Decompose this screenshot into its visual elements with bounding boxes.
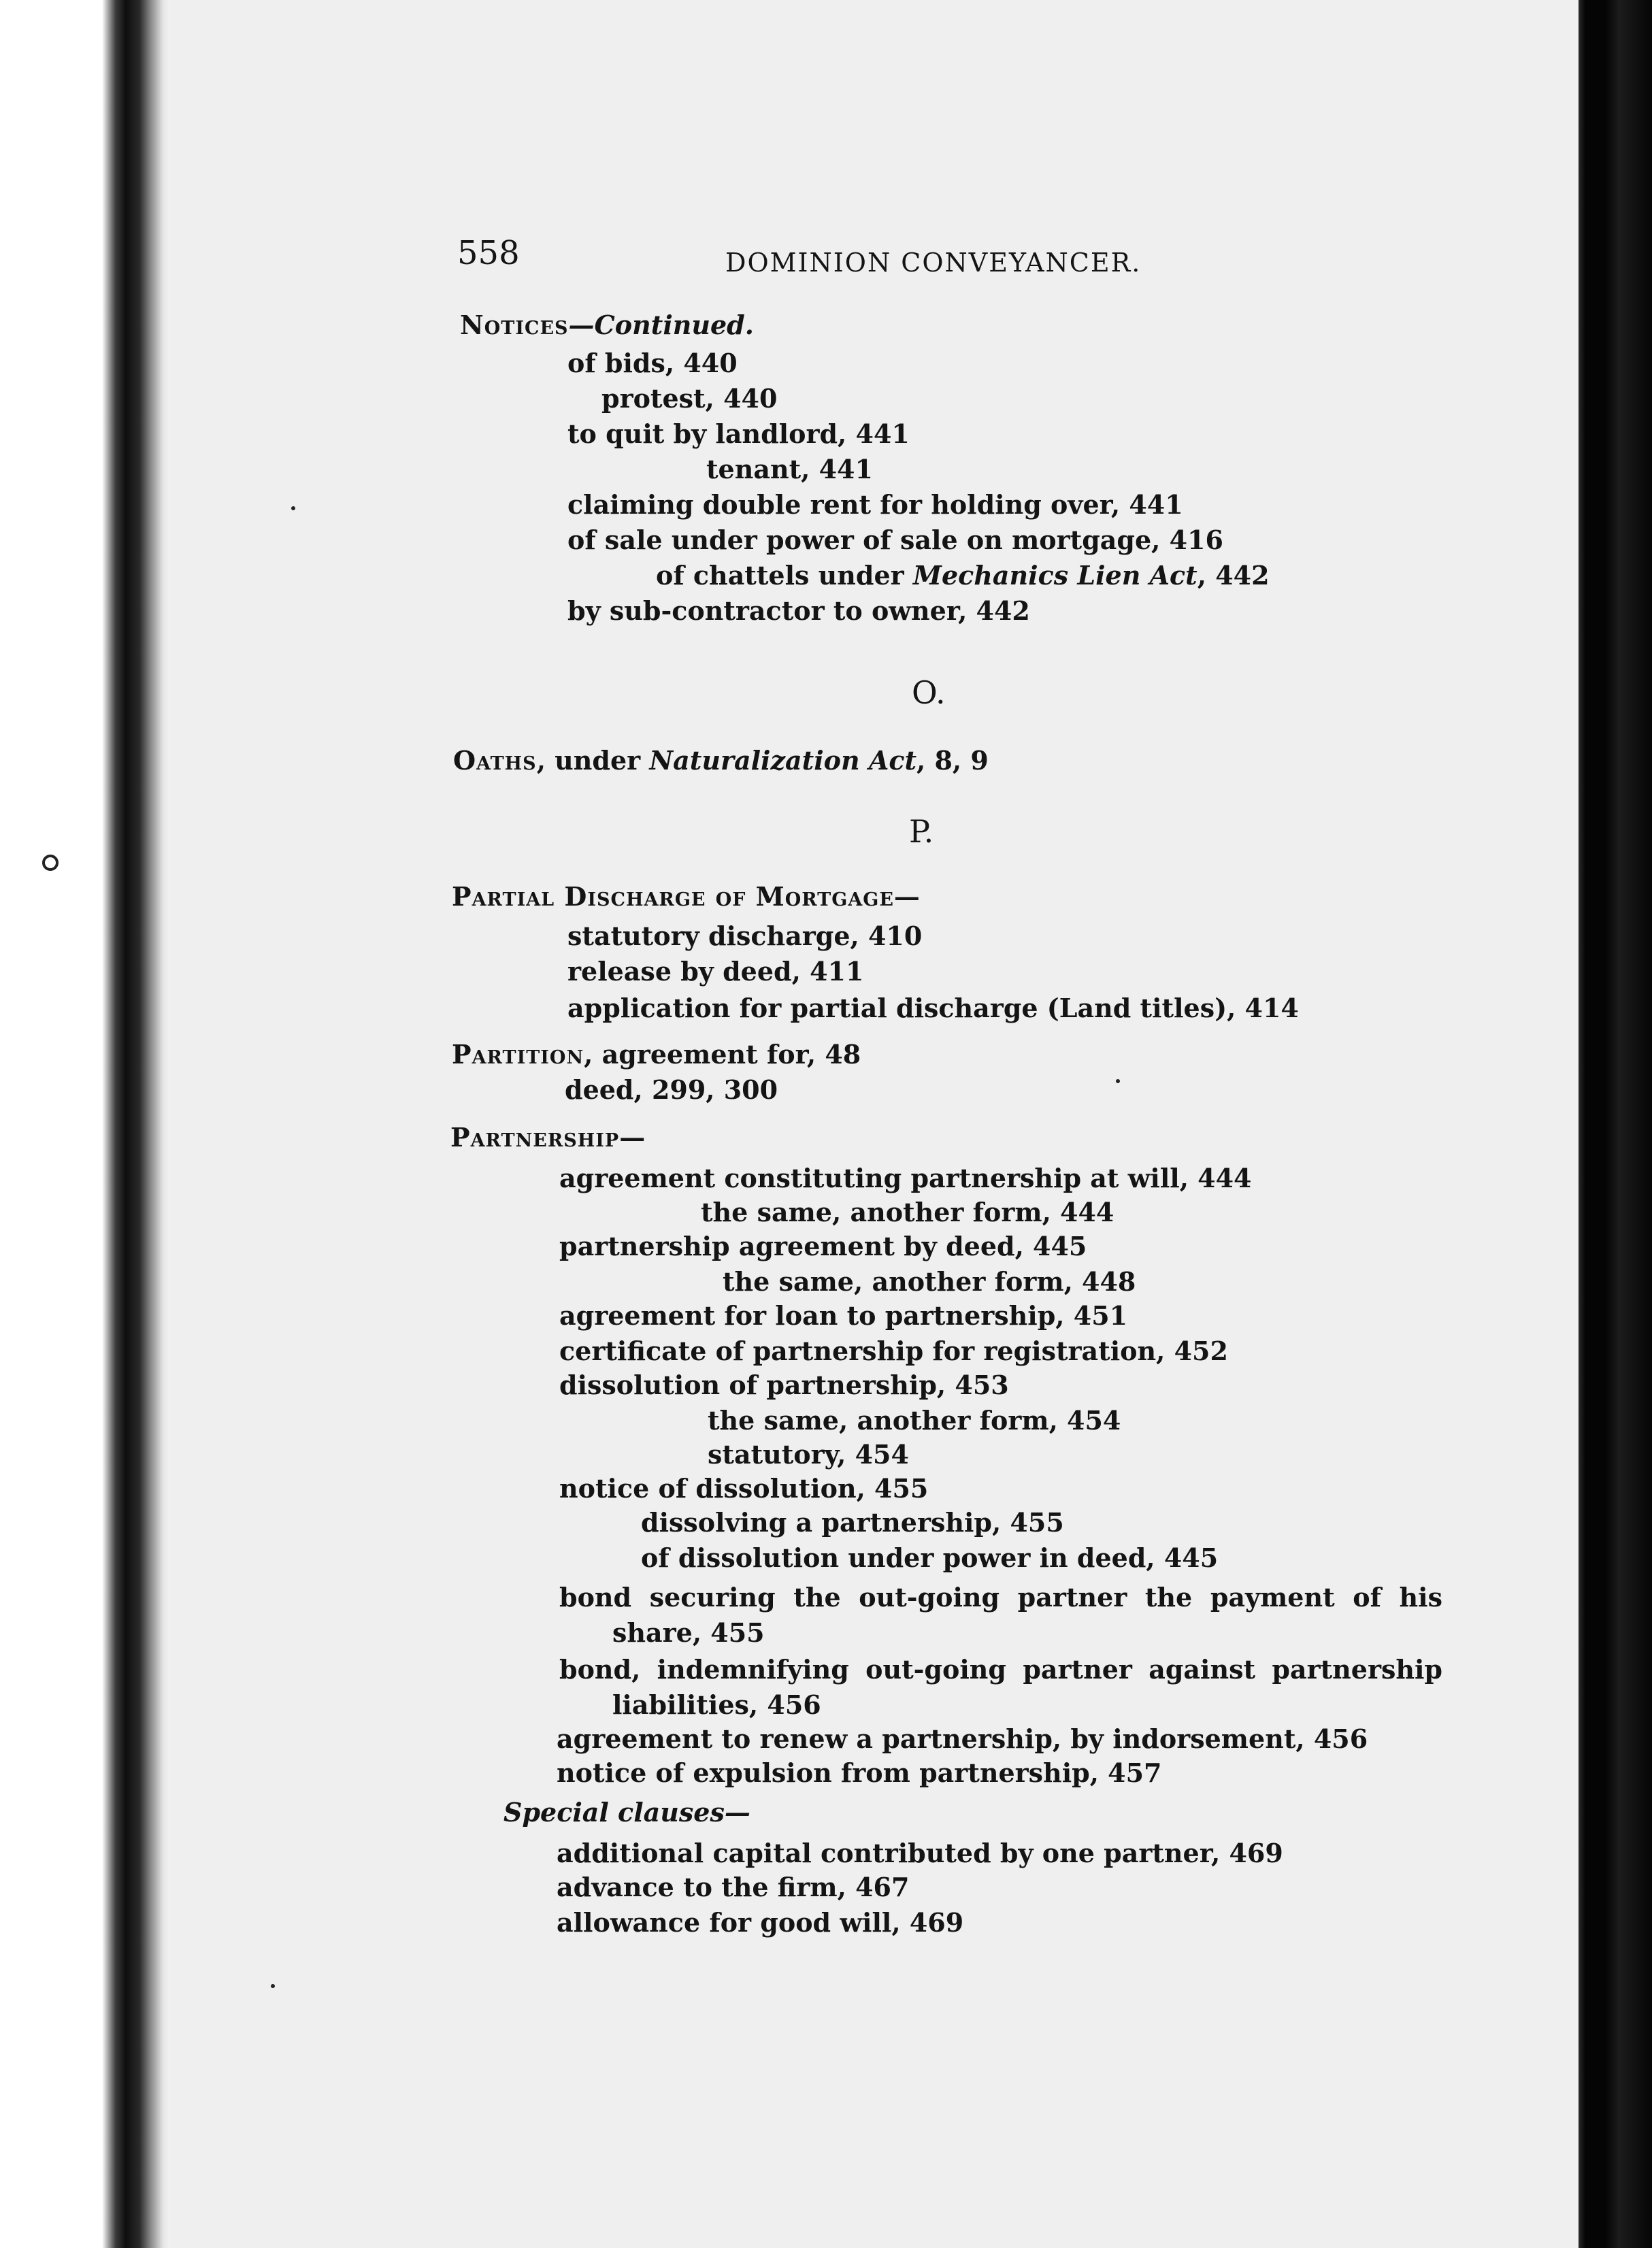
scan-speck <box>42 855 59 871</box>
index-entry: deed, 299, 300 <box>565 1074 778 1105</box>
act-title: Mechanics Lien Act <box>912 560 1197 591</box>
entry-heading: Partial Discharge of Mortgage— <box>452 881 921 912</box>
index-entry-wrapped <box>559 1652 1442 1723</box>
facing-page-edge <box>1579 0 1652 2248</box>
entry-text: bond, indemnifying out-going partner against partnership liabilities, 456 <box>559 1654 1442 1720</box>
index-entry: protest, 440 <box>601 383 778 414</box>
index-entry: dissolving a partnership, 455 <box>641 1507 1064 1538</box>
index-entry: tenant, 441 <box>706 454 873 484</box>
index-entry: statutory, 454 <box>708 1439 909 1470</box>
index-entry: statutory discharge, 410 <box>567 921 923 951</box>
index-entry: allowance for good will, 469 <box>557 1907 964 1938</box>
index-entry-chattels <box>656 561 1270 591</box>
index-entry-wrapped <box>559 1580 1442 1651</box>
index-entry: the same, another form, 454 <box>708 1405 1121 1436</box>
index-entry: notice of expulsion from partnership, 457 <box>557 1757 1162 1788</box>
scan-speck <box>271 1984 275 1988</box>
index-entry: by sub-contractor to owner, 442 <box>567 595 1030 626</box>
scan-speck <box>1116 1079 1120 1083</box>
entry-heading: Partnership— <box>450 1122 646 1153</box>
section-letter: O. <box>912 674 946 711</box>
index-entry: agreement to renew a partnership, by indorsement, 456 <box>557 1723 1368 1754</box>
act-title: Naturalization Act <box>649 745 917 776</box>
index-entry: advance to the firm, 467 <box>557 1872 910 1902</box>
section-letter: P. <box>909 813 934 850</box>
entry-heading: Notices <box>460 310 569 340</box>
entry-heading: Partition <box>452 1039 584 1070</box>
entry-text: bond securing the out-going partner the payment of his share, 455 <box>559 1582 1442 1648</box>
binding-edge <box>0 0 170 2248</box>
subheading-special-clauses: Special clauses— <box>503 1797 750 1828</box>
running-head: DOMINION CONVEYANCER. <box>725 248 1142 278</box>
entry-text: , agreement for, 48 <box>584 1039 861 1070</box>
entry-text: of chattels under <box>656 560 913 591</box>
index-entry: certificate of partnership for registration, 452 <box>559 1336 1228 1366</box>
scan-speck <box>291 506 295 510</box>
entry-pages: , 8, 9 <box>916 745 989 776</box>
index-entry: agreement for loan to partnership, 451 <box>559 1300 1128 1331</box>
oaths-entry <box>453 746 989 776</box>
index-entry: additional capital contributed by one partner, 469 <box>557 1838 1283 1868</box>
index-entry: claiming double rent for holding over, 441 <box>567 489 1183 520</box>
index-entry: the same, another form, 448 <box>723 1266 1136 1297</box>
partition-entry <box>452 1040 861 1070</box>
index-entry: application for partial discharge (Land titles), 414 <box>567 993 1299 1023</box>
index-entry: dissolution of partnership, 453 <box>559 1370 1009 1400</box>
index-entry: of sale under power of sale on mortgage, 416 <box>567 525 1223 555</box>
index-entry: the same, another form, 444 <box>701 1197 1114 1227</box>
entry-pages: , 442 <box>1197 560 1270 591</box>
index-entry: release by deed, 411 <box>567 956 864 987</box>
entry-heading: Oaths <box>453 745 537 776</box>
entry-text: , under <box>536 745 650 776</box>
index-entry: of dissolution under power in deed, 445 <box>641 1542 1219 1573</box>
page-number: 558 <box>457 234 520 272</box>
index-entry: to quit by landlord, 441 <box>567 418 910 449</box>
index-entry: of bids, 440 <box>567 348 738 378</box>
continued-label: —Continued. <box>568 310 754 340</box>
index-entry: partnership agreement by deed, 445 <box>559 1231 1087 1261</box>
index-entry: agreement constituting partnership at will, 444 <box>559 1163 1252 1193</box>
index-entry: notice of dissolution, 455 <box>559 1473 929 1504</box>
notices-heading-line <box>460 310 754 340</box>
